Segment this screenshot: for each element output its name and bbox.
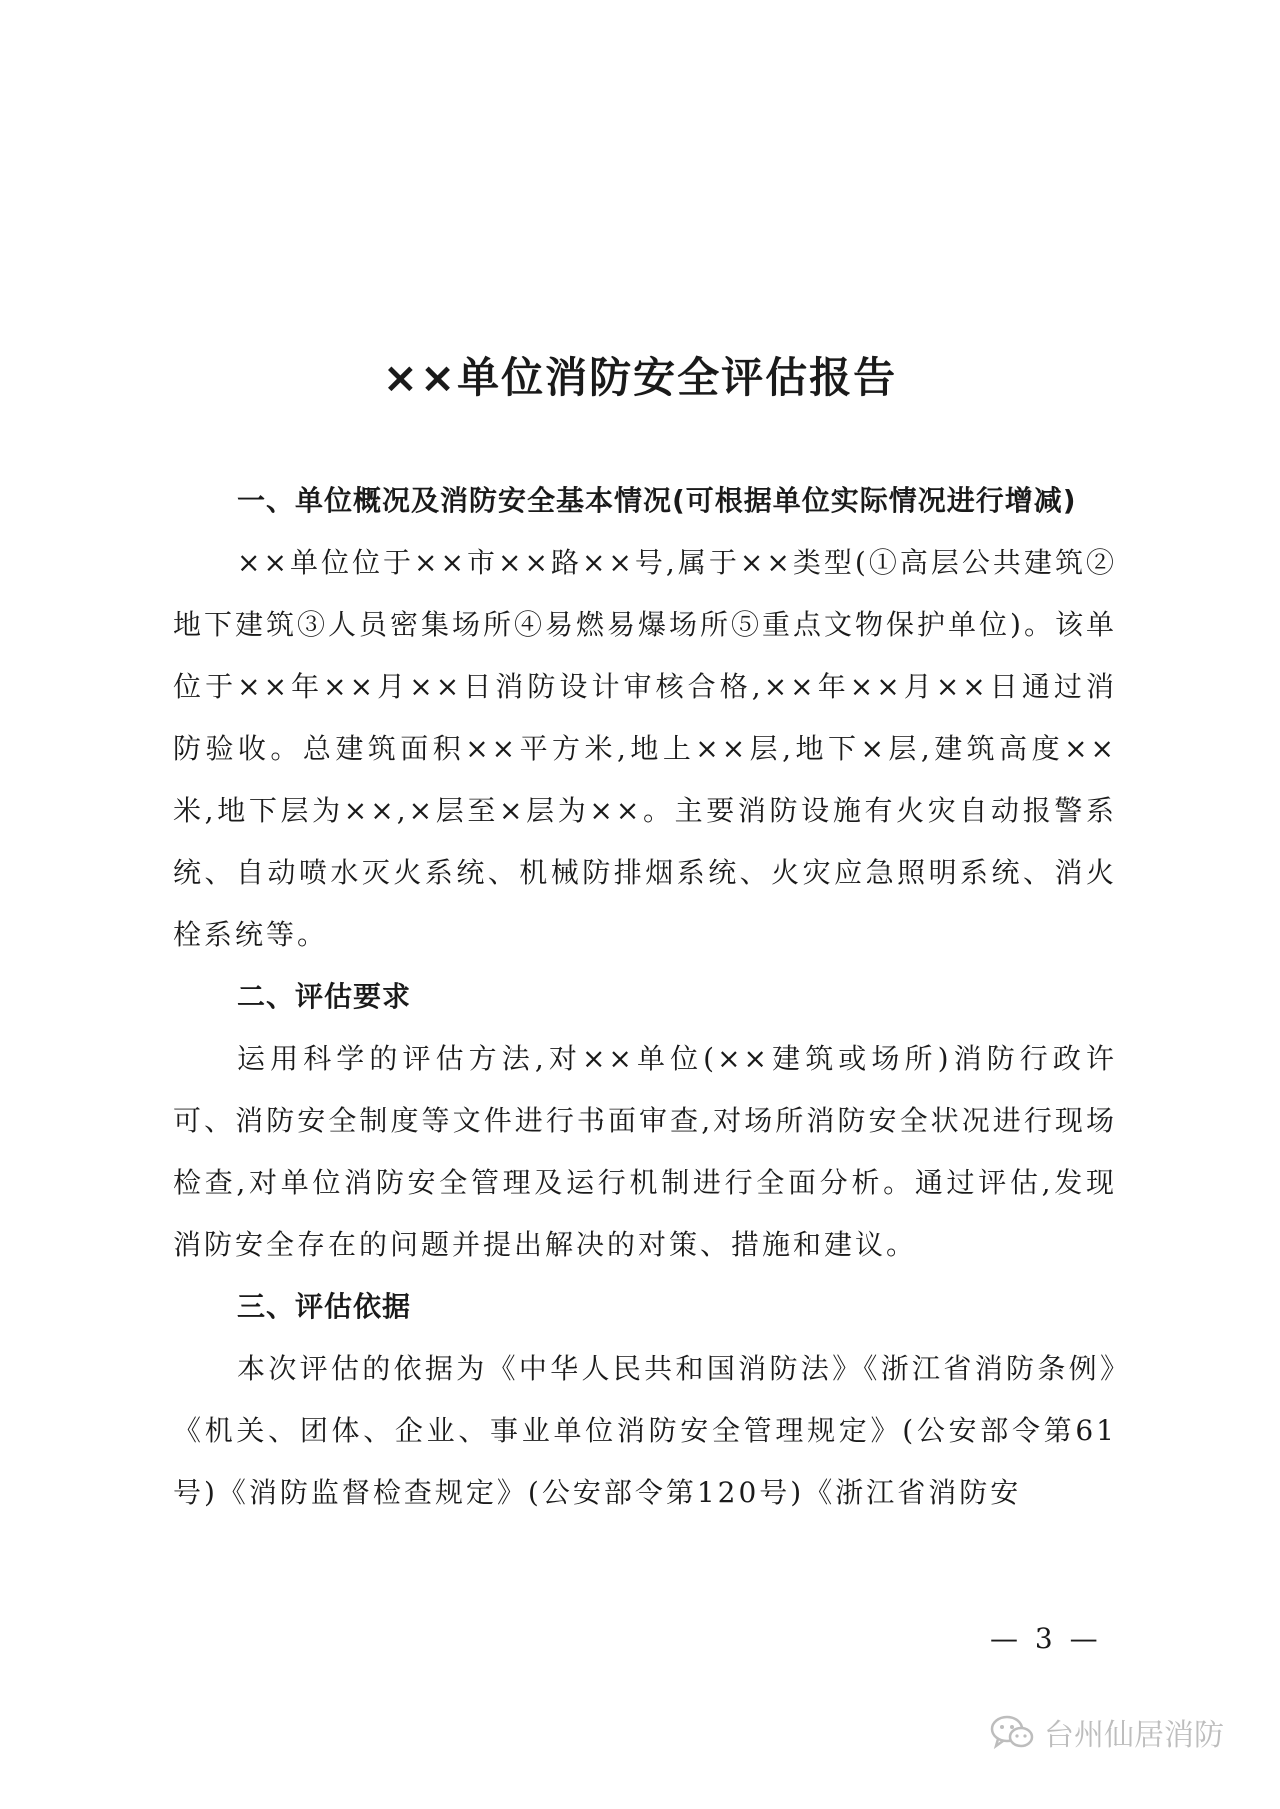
page-number: — 3 — [990,1622,1102,1655]
document-body [173,470,1117,1524]
section-heading-requirements: 二、评估要求 [237,980,412,1013]
wechat-icon [990,1714,1034,1750]
section-body-overview: ××单位位于××市××路××号,属于××类型(①高层公共建筑②地下建筑③人员密集场所④易燃易爆场所⑤重点文物保护单位)。该单位于××年××月××日消防设计审核合格,××年××月××日通过消防验收。总建筑面积××平方米,地上××层,地下×层,建筑高度××米,地下层为××,×层至×层为××。主要消防设施有火灾自动报警系统、自动喷水灭火系统、机械防排烟系统、火灾应急照明系统、消火栓系统等。 [173,546,1117,951]
watermark [990,1710,1224,1754]
section-heading-overview: 一、单位概况及消防安全基本情况(可根据单位实际情况进行增减) [237,484,1077,517]
section-body-basis: 本次评估的依据为《中华人民共和国消防法》《浙江省消防条例》《机关、团体、企业、事业单位消防安全管理规定》(公安部令第61号)《消防监督检查规定》(公安部令第120号)《浙江省消防安 [173,1352,1117,1509]
document-title: ××单位消防安全评估报告 [382,353,898,402]
watermark-text: 台州仙居消防 [1044,1718,1224,1753]
section-body-requirements: 运用科学的评估方法,对××单位(××建筑或场所)消防行政许可、消防安全制度等文件进行书面审查,对场所消防安全状况进行现场检查,对单位消防安全管理及运行机制进行全面分析。通过评估,发现消防安全存在的问题并提出解决的对策、措施和建议。 [173,1042,1117,1261]
section-heading-basis: 三、评估依据 [237,1290,412,1323]
